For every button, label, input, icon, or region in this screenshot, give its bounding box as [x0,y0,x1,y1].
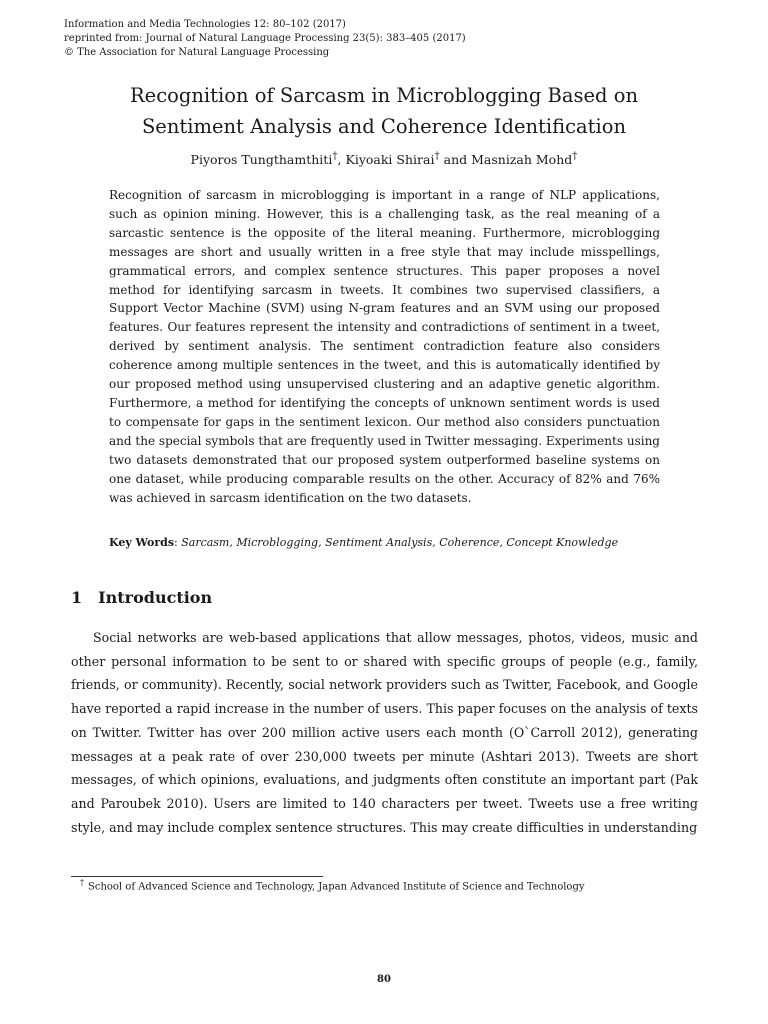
header-reprint: reprinted from: Journal of Natural Language Processing 23(5): 383–405 (2017) [64,33,466,44]
page-number: 80 [377,974,391,985]
author-1: Piyoros Tungthamthiti [190,152,333,168]
affiliation-mark: † [332,150,338,162]
abstract: Recognition of sarcasm in microblogging is important in a range of NLP applications, such as opinion mining. However, this is a challenging task, as the real meaning of a sarcastic sentence is the opposite of the literal meaning. Furthermore, microblogging messages are short and usually written in a free style that may include misspellings, grammatical errors, and complex sentence structures. This paper proposes a novel method for identifying sarcasm in tweets. It combines two supervised classifiers, a Support Vector Machine (SVM) using N-gram features and an SVM using our proposed features. Our features represent the intensity and contradictions of sentiment in a tweet, derived by sentiment analysis. The sentiment contradiction feature also considers coherence among multiple sentences in the tweet, and this is automatically identified by our proposed method using unsupervised clustering and an adaptive genetic algorithm. Furthermore, a method for identifying the concepts of unknown sentiment words is used to compensate for gaps in the sentiment lexicon. Our method also considers punctuation and the special symbols that are frequently used in Twitter messaging. Experiments using two datasets demonstrated that our proposed system outperformed baseline systems on one dataset, while producing comparable results on the other. Accuracy of 82% and 76% was achieved in sarcasm identification on the two datasets. [109,188,660,505]
footnote-text: School of Advanced Science and Technology, Japan Advanced Institute of Science and Technology [88,881,585,893]
key-words-colon: : [174,536,182,549]
section-number: 1 [71,588,83,607]
affiliation-mark: † [434,150,440,162]
section-heading [71,588,212,607]
title-line-1: Recognition of Sarcasm in Microblogging Based on [130,84,638,107]
key-words-list: Sarcasm, Microblogging, Sentiment Analysis, Coherence, Concept Knowledge [181,536,619,549]
key-words [109,536,669,549]
footnote [80,878,585,892]
introduction-paragraph: Social networks are web-based applications that allow messages, photos, videos, music and other personal information to be sent to or shared with specific groups of people (e.g., family, friends, or community). Recently, social network providers such as Twitter, Facebook, and Google have reported a rapid increase in the number of users. This paper focuses on the analysis of texts on Twitter. Twitter has over 200 million active users each month (O`Carroll 2012), generating messages at a peak rate of over 230,000 tweets per minute (Ashtari 2013). Tweets are short messages, of which opinions, evaluations, and judgments often constitute an important part (Pak and Paroubek 2010). Users are limited to 140 characters per tweet. Tweets use a free writing style, and may include complex sentence structures. This may create difficulties in understanding [71,630,698,835]
author-separator: , [337,152,346,168]
key-words-label: Key Words [109,536,175,549]
author-2: Kiyoaki Shirai [345,152,435,168]
paper-title [0,80,768,142]
author-conjunction: and [439,152,472,168]
affiliation-mark: † [572,150,578,162]
section-title: Introduction [98,588,213,607]
footnote-rule [71,876,323,877]
author-list [0,150,768,167]
header-copyright: © The Association for Natural Language Processing [64,47,330,58]
footnote-mark: † [80,878,84,887]
author-3: Masnizah Mohd [471,152,573,168]
header-citation: Information and Media Technologies 12: 80–102 (2017) [64,19,346,30]
journal-header [64,18,466,60]
title-line-2: Sentiment Analysis and Coherence Identification [141,115,627,138]
